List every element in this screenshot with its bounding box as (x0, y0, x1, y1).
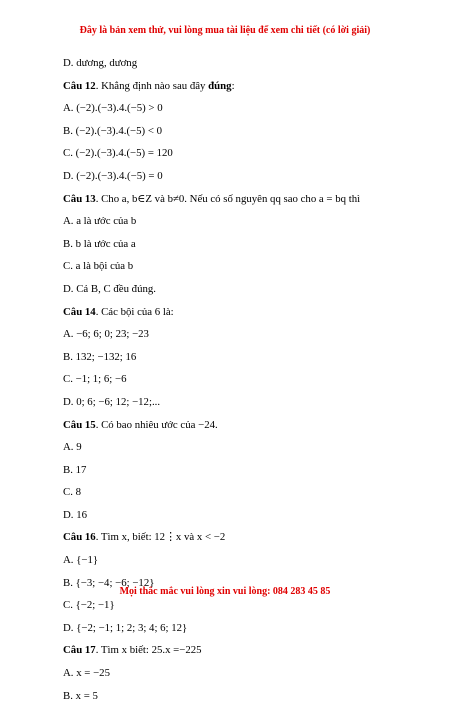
answer-option: A. (−2).(−3).4.(−5) > 0 (63, 102, 163, 115)
question-text: . Cho a, b∈Z và b≠0. Nếu có số nguyên qq sao cho a = bq thì (95, 192, 361, 205)
question-line (63, 418, 423, 441)
question-line (63, 530, 423, 553)
answer-option: D. {−2; −1; 1; 2; 3; 4; 6; 12} (63, 621, 188, 634)
answer-option: C. −1; 1; 6; −6 (63, 373, 127, 386)
contact-banner: Mọi thắc mắc vui lòng xin vui lòng: 084 283 45 85 (119, 586, 331, 597)
question-text: . Khẳng định nào sau đây (95, 79, 209, 92)
answer-option: B. x = 5 (63, 689, 98, 702)
answer-option: C. (−2).(−3).4.(−5) = 120 (63, 147, 173, 160)
answer-option: A. {−1} (63, 554, 99, 567)
preview-banner: Đây là bản xem thử, vui lòng mua tài liệu để xem chi tiết (có lời giải) (79, 25, 371, 36)
question-text: . Các bội của 6 là: (95, 305, 174, 318)
question-label: Câu 12 (63, 79, 96, 92)
document-body (63, 56, 423, 711)
question-label: Câu 17 (63, 644, 96, 657)
answer-option: B. {−3; −4; −6; −12} (63, 576, 155, 589)
question-line (63, 192, 423, 215)
question-label: Câu 16 (63, 531, 96, 544)
question-label: Câu 15 (63, 418, 96, 431)
answer-option: A. x = −25 (63, 667, 110, 680)
answer-option: B. b là ước của a (63, 237, 136, 250)
answer-option: B. 17 (63, 463, 87, 476)
answer-option: D. dương, dương (63, 57, 138, 69)
answer-option: C. a là bội của b (63, 260, 134, 273)
answer-option: A. −6; 6; 0; 23; −23 (63, 328, 149, 341)
question-line (63, 305, 423, 328)
answer-option: A. a là ước của b (63, 215, 137, 228)
answer-option: B. (−2).(−3).4.(−5) < 0 (63, 124, 163, 137)
answer-option: B. 132; −132; 16 (63, 350, 137, 363)
answer-option: A. 9 (63, 441, 82, 454)
question-emphasis: đúng (208, 79, 232, 92)
question-label: Câu 14 (63, 305, 96, 318)
question-label: Câu 13 (63, 192, 96, 205)
question-text: . Tìm x, biết: 12⋮x và x < −2 (95, 531, 226, 544)
question-text: . Tìm x biết: 25.x =−225 (95, 644, 202, 657)
answer-option: D. (−2).(−3).4.(−5) = 0 (63, 169, 163, 182)
question-text: . Có bao nhiêu ước của −24. (95, 418, 218, 431)
answer-option: C. 8 (63, 486, 81, 499)
answer-option: D. 0; 6; −6; 12; −12;... (63, 395, 161, 408)
question-line (63, 643, 423, 666)
question-line (63, 79, 423, 102)
answer-option: D. Cả B, C đều đúng. (63, 282, 156, 295)
question-tail: : (231, 79, 235, 92)
answer-option: C. {−2; −1} (63, 599, 115, 612)
answer-option: D. 16 (63, 508, 87, 521)
